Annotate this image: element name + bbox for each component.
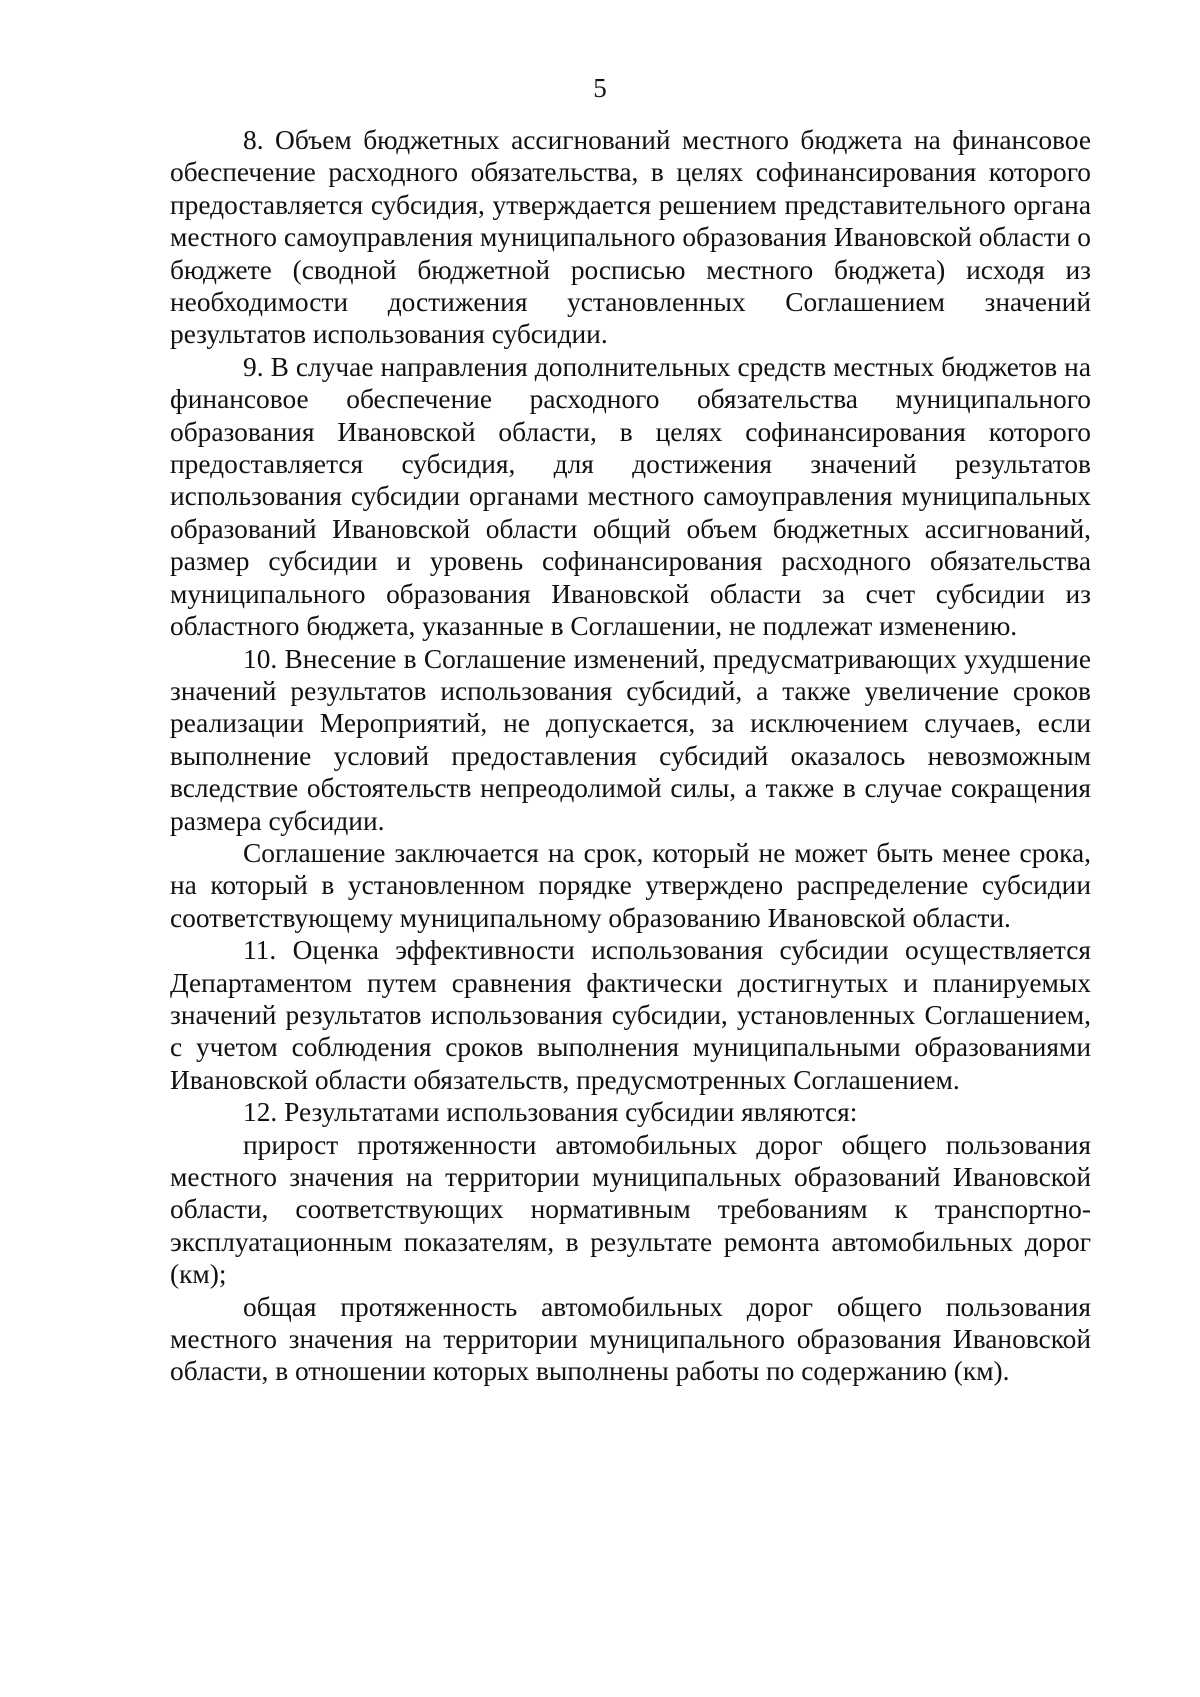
paragraph-10: 10. Внесение в Соглашение изменений, предусматривающих ухудшение значений результатов использования субсидий, а также увеличение сроков реализации Мероприятий, не допускается, за исключением случаев, если выполнение условий предоставления субсидий оказалось невозможным вследствие обстоятельств непреодолимой силы, а также в случае сокращения размера субсидии. (170, 643, 1091, 836)
page-number: 5 (593, 73, 607, 103)
paragraph-8: 8. Объем бюджетных ассигнований местного бюджета на финансовое обеспечение расходного обязательства, в целях софинансирования которого предоставляется субсидия, утверждается решением представительного органа местного самоуправления муниципального образования Ивановской области о бюджете (сводной бюджетной росписью местного бюджета) исходя из необходимости достижения установленных Соглашением значений результатов использования субсидии. (170, 125, 1091, 350)
document-body (170, 124, 1091, 1388)
paragraph-9: 9. В случае направления дополнительных средств местных бюджетов на финансовое обеспечение расходного обязательства муниципального образования Ивановской области, в целях софинансирования которого предоставляется субсидия, для достижения значений результатов использования субсидии органами местного самоуправления муниципальных образований Ивановской области общий объем бюджетных ассигнований, размер субсидии и уровень софинансирования расходного обязательства муниципального образования Ивановской области за счет субсидии из областного бюджета, указанные в Соглашении, не подлежат изменению. (170, 351, 1091, 642)
paragraph-12: 12. Результатами использования субсидии являются: (243, 1097, 858, 1128)
result-item-road-length-growth: прирост протяженности автомобильных дорог общего пользования местного значения на территории муниципальных образований Ивановской области, соответствующих нормативным требованиям к транспортно-эксплуатационным показателям, в результате ремонта автомобильных дорог (км); (170, 1129, 1091, 1290)
paragraph-agreement-term: Соглашение заключается на срок, который не может быть менее срока, на который в установленном порядке утверждено распределение субсидии соответствующему муниципальному образованию Ивановской области. (170, 837, 1091, 933)
paragraph-11: 11. Оценка эффективности использования субсидии осуществляется Департаментом путем сравнения фактически достигнутых и планируемых значений результатов использования субсидии, установленных Соглашением, с учетом соблюдения сроков выполнения муниципальными образованиями Ивановской области обязательств, предусмотренных Соглашением. (170, 935, 1091, 1095)
result-item-road-maintenance: общая протяженность автомобильных дорог общего пользования местного значения на территории муниципального образования Ивановской области, в отношении которых выполнены работы по содержанию (км). (170, 1291, 1091, 1387)
